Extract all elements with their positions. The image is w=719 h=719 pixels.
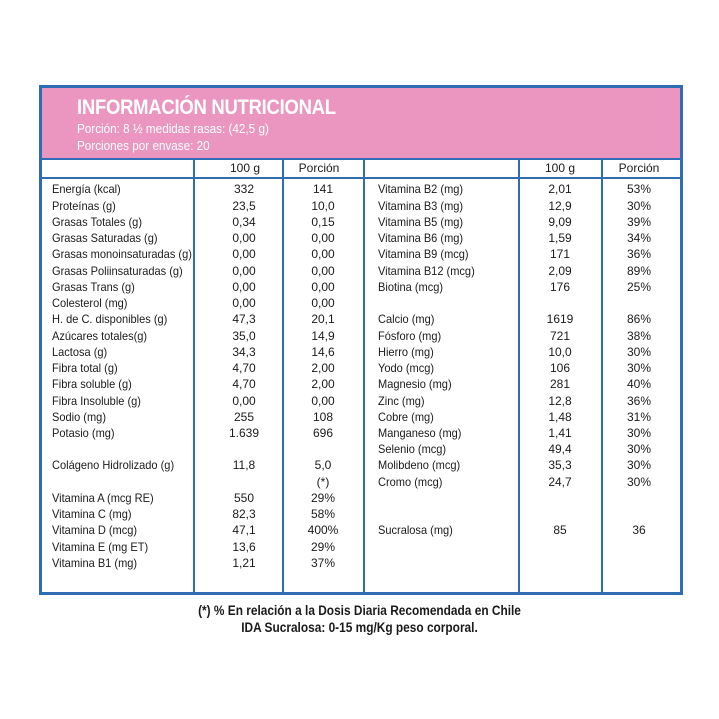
nutrient-label: Lactosa (g) — [52, 345, 108, 359]
value-per-100g: 47,3 — [232, 312, 256, 326]
nutrient-label: Vitamina B12 (mcg) — [378, 264, 475, 278]
value-per-portion: 39% — [626, 215, 652, 229]
right-row — [378, 328, 670, 344]
right-row — [378, 311, 670, 327]
nutrient-label: Fibra soluble (g) — [52, 377, 132, 391]
nutrient-label: Vitamina B3 (mg) — [378, 199, 464, 213]
nutrient-label: Azúcares totales(g) — [52, 329, 148, 343]
value-per-portion: 37% — [310, 556, 336, 570]
value-per-portion: 10,0 — [311, 199, 335, 213]
nutrient-label: Colesterol (mg) — [52, 296, 128, 310]
value-per-100g: 0,00 — [232, 247, 256, 261]
value-per-100g: 11,8 — [232, 458, 256, 472]
value-per-100g: 550 — [233, 491, 255, 505]
value-per-portion: 14,6 — [311, 345, 335, 359]
right-row — [378, 457, 670, 473]
nutrient-label: Fibra total (g) — [52, 361, 118, 375]
left-row — [52, 198, 354, 214]
left-row — [52, 279, 354, 295]
value-per-portion: 141 — [312, 182, 334, 196]
nutrient-label: Vitamina C (mg) — [52, 507, 132, 521]
footnote-ida: IDA Sucralosa: 0-15 mg/Kg peso corporal. — [241, 620, 478, 635]
right-row — [378, 230, 670, 246]
left-row — [52, 344, 354, 360]
value-per-100g: 47,1 — [232, 523, 256, 537]
nutrition-panel — [39, 85, 683, 595]
nutrient-label: Grasas Trans (g) — [52, 280, 135, 294]
panel-header — [42, 88, 680, 160]
left-row — [52, 539, 354, 555]
left-row — [52, 474, 354, 490]
value-per-100g: 1,41 — [548, 426, 572, 440]
value-per-portion: 30% — [626, 426, 652, 440]
nutrient-label: Potasio (mg) — [52, 426, 115, 440]
value-per-portion: 53% — [626, 182, 652, 196]
value-per-100g: 35,3 — [548, 458, 572, 472]
nutrient-label: Grasas Poliinsaturadas (g) — [52, 264, 183, 278]
left-row — [52, 425, 354, 441]
value-per-portion: 30% — [626, 475, 652, 489]
nutrient-label: Manganeso (mg) — [378, 426, 462, 440]
value-per-100g: 0,00 — [232, 280, 256, 294]
value-per-portion: 30% — [626, 442, 652, 456]
nutrient-label: Molibdeno (mcg) — [378, 458, 461, 472]
value-per-portion: 30% — [626, 361, 652, 375]
value-per-portion: 0,00 — [311, 264, 335, 278]
nutrient-label: Fósforo (mg) — [378, 329, 442, 343]
nutrient-label: Vitamina B1 (mg) — [52, 556, 138, 570]
nutrient-label: Yodo (mcg) — [378, 361, 435, 375]
value-per-100g: 0,00 — [232, 394, 256, 408]
nutrient-label: Vitamina B6 (mg) — [378, 231, 464, 245]
value-per-portion: (*) — [316, 475, 330, 489]
value-per-100g: 1619 — [546, 312, 574, 326]
value-per-100g: 106 — [549, 361, 571, 375]
value-per-portion: 29% — [310, 491, 336, 505]
servings-per-container: Porciones por envase: 20 — [77, 138, 210, 153]
right-row — [378, 393, 670, 409]
left-row — [52, 376, 354, 392]
value-per-portion: 0,00 — [311, 231, 335, 245]
value-per-100g: 281 — [549, 377, 571, 391]
nutrient-label: Vitamina D (mcg) — [52, 523, 138, 537]
value-per-100g: 1,21 — [232, 556, 256, 570]
left-row — [52, 506, 354, 522]
value-per-portion: 89% — [626, 264, 652, 278]
value-per-portion: 58% — [310, 507, 336, 521]
value-per-100g: 0,00 — [232, 231, 256, 245]
nutrient-label: Vitamina B2 (mg) — [378, 182, 464, 196]
left-row — [52, 295, 354, 311]
right-row — [378, 376, 670, 392]
right-row — [378, 181, 670, 197]
left-row — [52, 311, 354, 327]
value-per-100g: 13,6 — [232, 540, 256, 554]
value-per-100g: 4,70 — [232, 377, 256, 391]
value-per-portion: 400% — [307, 523, 339, 537]
nutrient-label: Sucralosa (mg) — [378, 523, 453, 537]
nutrient-label: Fibra Insoluble (g) — [52, 394, 141, 408]
right-row — [378, 425, 670, 441]
right-row — [378, 263, 670, 279]
nutrient-label: Grasas Saturadas (g) — [52, 231, 158, 245]
value-per-100g: 2,01 — [548, 182, 572, 196]
value-per-portion: 86% — [626, 312, 652, 326]
value-per-portion: 2,00 — [311, 377, 335, 391]
value-per-100g: 82,3 — [232, 507, 256, 521]
value-per-portion: 30% — [626, 458, 652, 472]
value-per-portion: 108 — [312, 410, 334, 424]
right-row — [378, 344, 670, 360]
value-per-100g: 1.639 — [228, 426, 260, 440]
nutrient-label: Grasas Totales (g) — [52, 215, 143, 229]
nutrient-label: Hierro (mg) — [378, 345, 434, 359]
nutrient-label: Cobre (mg) — [378, 410, 434, 424]
value-per-100g: 9,09 — [548, 215, 572, 229]
value-per-100g: 0,34 — [232, 215, 256, 229]
footnote-dosis: (*) % En relación a la Dosis Diaria Recomendada en Chile — [198, 603, 521, 618]
nutrient-label: Selenio (mcg) — [378, 442, 447, 456]
value-per-portion: 34% — [626, 231, 652, 245]
left-row — [52, 214, 354, 230]
value-per-100g: 49,4 — [548, 442, 572, 456]
nutrient-label: Magnesio (mg) — [378, 377, 452, 391]
right-row — [378, 360, 670, 376]
value-per-portion: 0,00 — [311, 394, 335, 408]
nutrient-label: Calcio (mg) — [378, 312, 435, 326]
value-per-portion: 20,1 — [311, 312, 335, 326]
value-per-100g: 1,48 — [548, 410, 572, 424]
value-per-portion: 30% — [626, 345, 652, 359]
right-row — [378, 214, 670, 230]
left-row — [52, 490, 354, 506]
left-row — [52, 263, 354, 279]
value-per-100g: 2,09 — [548, 264, 572, 278]
left-row — [52, 457, 354, 473]
value-per-portion: 38% — [626, 329, 652, 343]
left-row — [52, 360, 354, 376]
serving-size: Porción: 8 ½ medidas rasas: (42,5 g) — [77, 121, 269, 136]
value-per-100g: 85 — [553, 523, 567, 537]
value-per-portion: 696 — [312, 426, 334, 440]
value-per-100g: 10,0 — [548, 345, 572, 359]
left-row — [52, 181, 354, 197]
left-row — [52, 409, 354, 425]
value-per-100g: 721 — [549, 329, 571, 343]
right-row — [378, 441, 670, 457]
col-right-portion: Porción — [618, 161, 660, 175]
value-per-100g: 0,00 — [232, 264, 256, 278]
nutrient-label: Proteínas (g) — [52, 199, 116, 213]
value-per-100g: 255 — [233, 410, 255, 424]
left-row — [52, 555, 354, 571]
nutrient-label: H. de C. disponibles (g) — [52, 312, 168, 326]
nutrient-label: Grasas monoinsaturadas (g) — [52, 247, 192, 261]
value-per-portion: 36% — [626, 247, 652, 261]
value-per-portion: 40% — [626, 377, 652, 391]
left-row — [52, 230, 354, 246]
left-row — [52, 393, 354, 409]
col-right-100g: 100 g — [544, 161, 576, 175]
value-per-portion: 25% — [626, 280, 652, 294]
nutrient-label: Biotina (mcg) — [378, 280, 444, 294]
value-per-100g: 1,59 — [548, 231, 572, 245]
value-per-portion: 0,15 — [311, 215, 335, 229]
value-per-portion: 29% — [310, 540, 336, 554]
value-per-100g: 332 — [233, 182, 255, 196]
value-per-100g: 12,8 — [548, 394, 572, 408]
right-row — [378, 198, 670, 214]
col-left-portion: Porción — [298, 161, 340, 175]
nutrient-label: Sodio (mg) — [52, 410, 106, 424]
nutrient-label: Cromo (mcg) — [378, 475, 443, 489]
nutrient-label: Colágeno Hidrolizado (g) — [52, 458, 175, 472]
value-per-portion: 36 — [632, 523, 646, 537]
panel-title: INFORMACIÓN NUTRICIONAL — [77, 96, 336, 119]
left-row — [52, 328, 354, 344]
value-per-portion: 2,00 — [311, 361, 335, 375]
col-left-100g: 100 g — [229, 161, 261, 175]
value-per-portion: 36% — [626, 394, 652, 408]
right-row — [378, 246, 670, 262]
value-per-100g: 23,5 — [232, 199, 256, 213]
value-per-100g: 4,70 — [232, 361, 256, 375]
value-per-100g: 0,00 — [232, 296, 256, 310]
right-row — [378, 522, 670, 538]
value-per-portion: 30% — [626, 199, 652, 213]
value-per-100g: 12,9 — [548, 199, 572, 213]
nutrient-label: Vitamina E (mg ET) — [52, 540, 149, 554]
value-per-portion: 0,00 — [311, 296, 335, 310]
value-per-100g: 176 — [549, 280, 571, 294]
value-per-100g: 35,0 — [232, 329, 256, 343]
right-row — [378, 279, 670, 295]
value-per-100g: 24,7 — [548, 475, 572, 489]
nutrient-label: Vitamina B5 (mg) — [378, 215, 464, 229]
left-row — [52, 522, 354, 538]
right-row — [378, 409, 670, 425]
value-per-portion: 31% — [626, 410, 652, 424]
nutrient-label: Vitamina A (mcg RE) — [52, 491, 154, 505]
nutrient-label: Energía (kcal) — [52, 182, 121, 196]
value-per-portion: 5,0 — [314, 458, 332, 472]
value-per-100g: 34,3 — [232, 345, 256, 359]
value-per-100g: 171 — [549, 247, 571, 261]
nutrient-label: Vitamina B9 (mcg) — [378, 247, 469, 261]
nutrient-label: Zinc (mg) — [378, 394, 425, 408]
divider-center — [363, 160, 365, 592]
value-per-portion: 0,00 — [311, 247, 335, 261]
value-per-portion: 0,00 — [311, 280, 335, 294]
value-per-portion: 14,9 — [311, 329, 335, 343]
left-row — [52, 246, 354, 262]
right-row — [378, 474, 670, 490]
